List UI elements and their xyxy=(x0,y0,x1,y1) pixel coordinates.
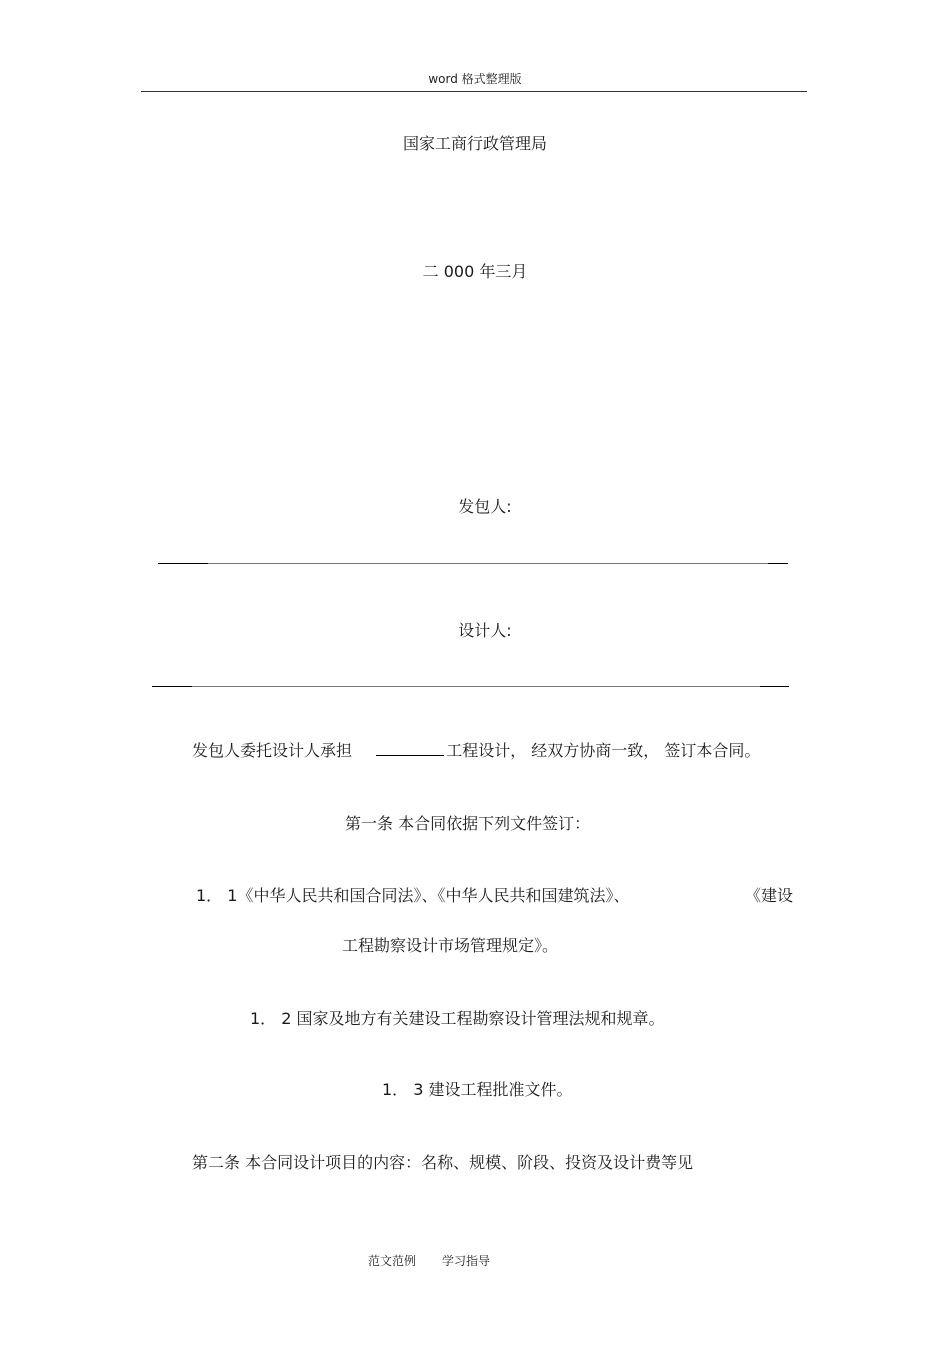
party-b-fill-line xyxy=(192,686,760,687)
item-1-1-line-1-end: 《建设 xyxy=(745,886,794,905)
footer-right-text: 学习指导 xyxy=(442,1254,491,1268)
issue-date: 二 000 年三月 xyxy=(422,262,528,281)
footer-left-text: 范文范例 xyxy=(368,1254,417,1268)
item-1-1-line-1: 1． 1《中华人民共和国合同法》、《中华人民共和国建筑法》、 xyxy=(196,886,630,905)
party-b-label: 设计人: xyxy=(458,621,512,640)
intro-paragraph xyxy=(192,738,760,761)
party-a-fill-line xyxy=(208,563,768,564)
project-name-blank xyxy=(376,741,444,756)
header-text: word 格式整理版 xyxy=(428,72,522,86)
item-1-3: 1． 3 建设工程批准文件。 xyxy=(382,1080,573,1099)
item-1-1-line-2: 工程勘察设计市场管理规定》。 xyxy=(342,936,559,955)
page-footer xyxy=(368,1252,490,1269)
issuer-title: 国家工商行政管理局 xyxy=(402,134,547,153)
party-a-line-end xyxy=(768,563,788,564)
header-divider xyxy=(141,91,807,92)
party-a-label: 发包人: xyxy=(458,497,512,516)
party-b-line-start xyxy=(152,686,192,687)
article-1-title: 第一条 本合同依据下列文件签订： xyxy=(345,814,591,833)
party-a-line-start xyxy=(158,563,208,564)
intro-text-before: 发包人委托设计人承担 xyxy=(192,741,353,760)
article-2: 第二条 本合同设计项目的内容：名称、规模、阶段、投资及设计费等见 xyxy=(192,1153,694,1172)
intro-text-after: 工程设计， 经双方协商一致， 签订本合同。 xyxy=(446,741,761,760)
item-1-2: 1． 2 国家及地方有关建设工程勘察设计管理法规和规章。 xyxy=(250,1009,665,1028)
party-b-line-end xyxy=(760,686,789,687)
